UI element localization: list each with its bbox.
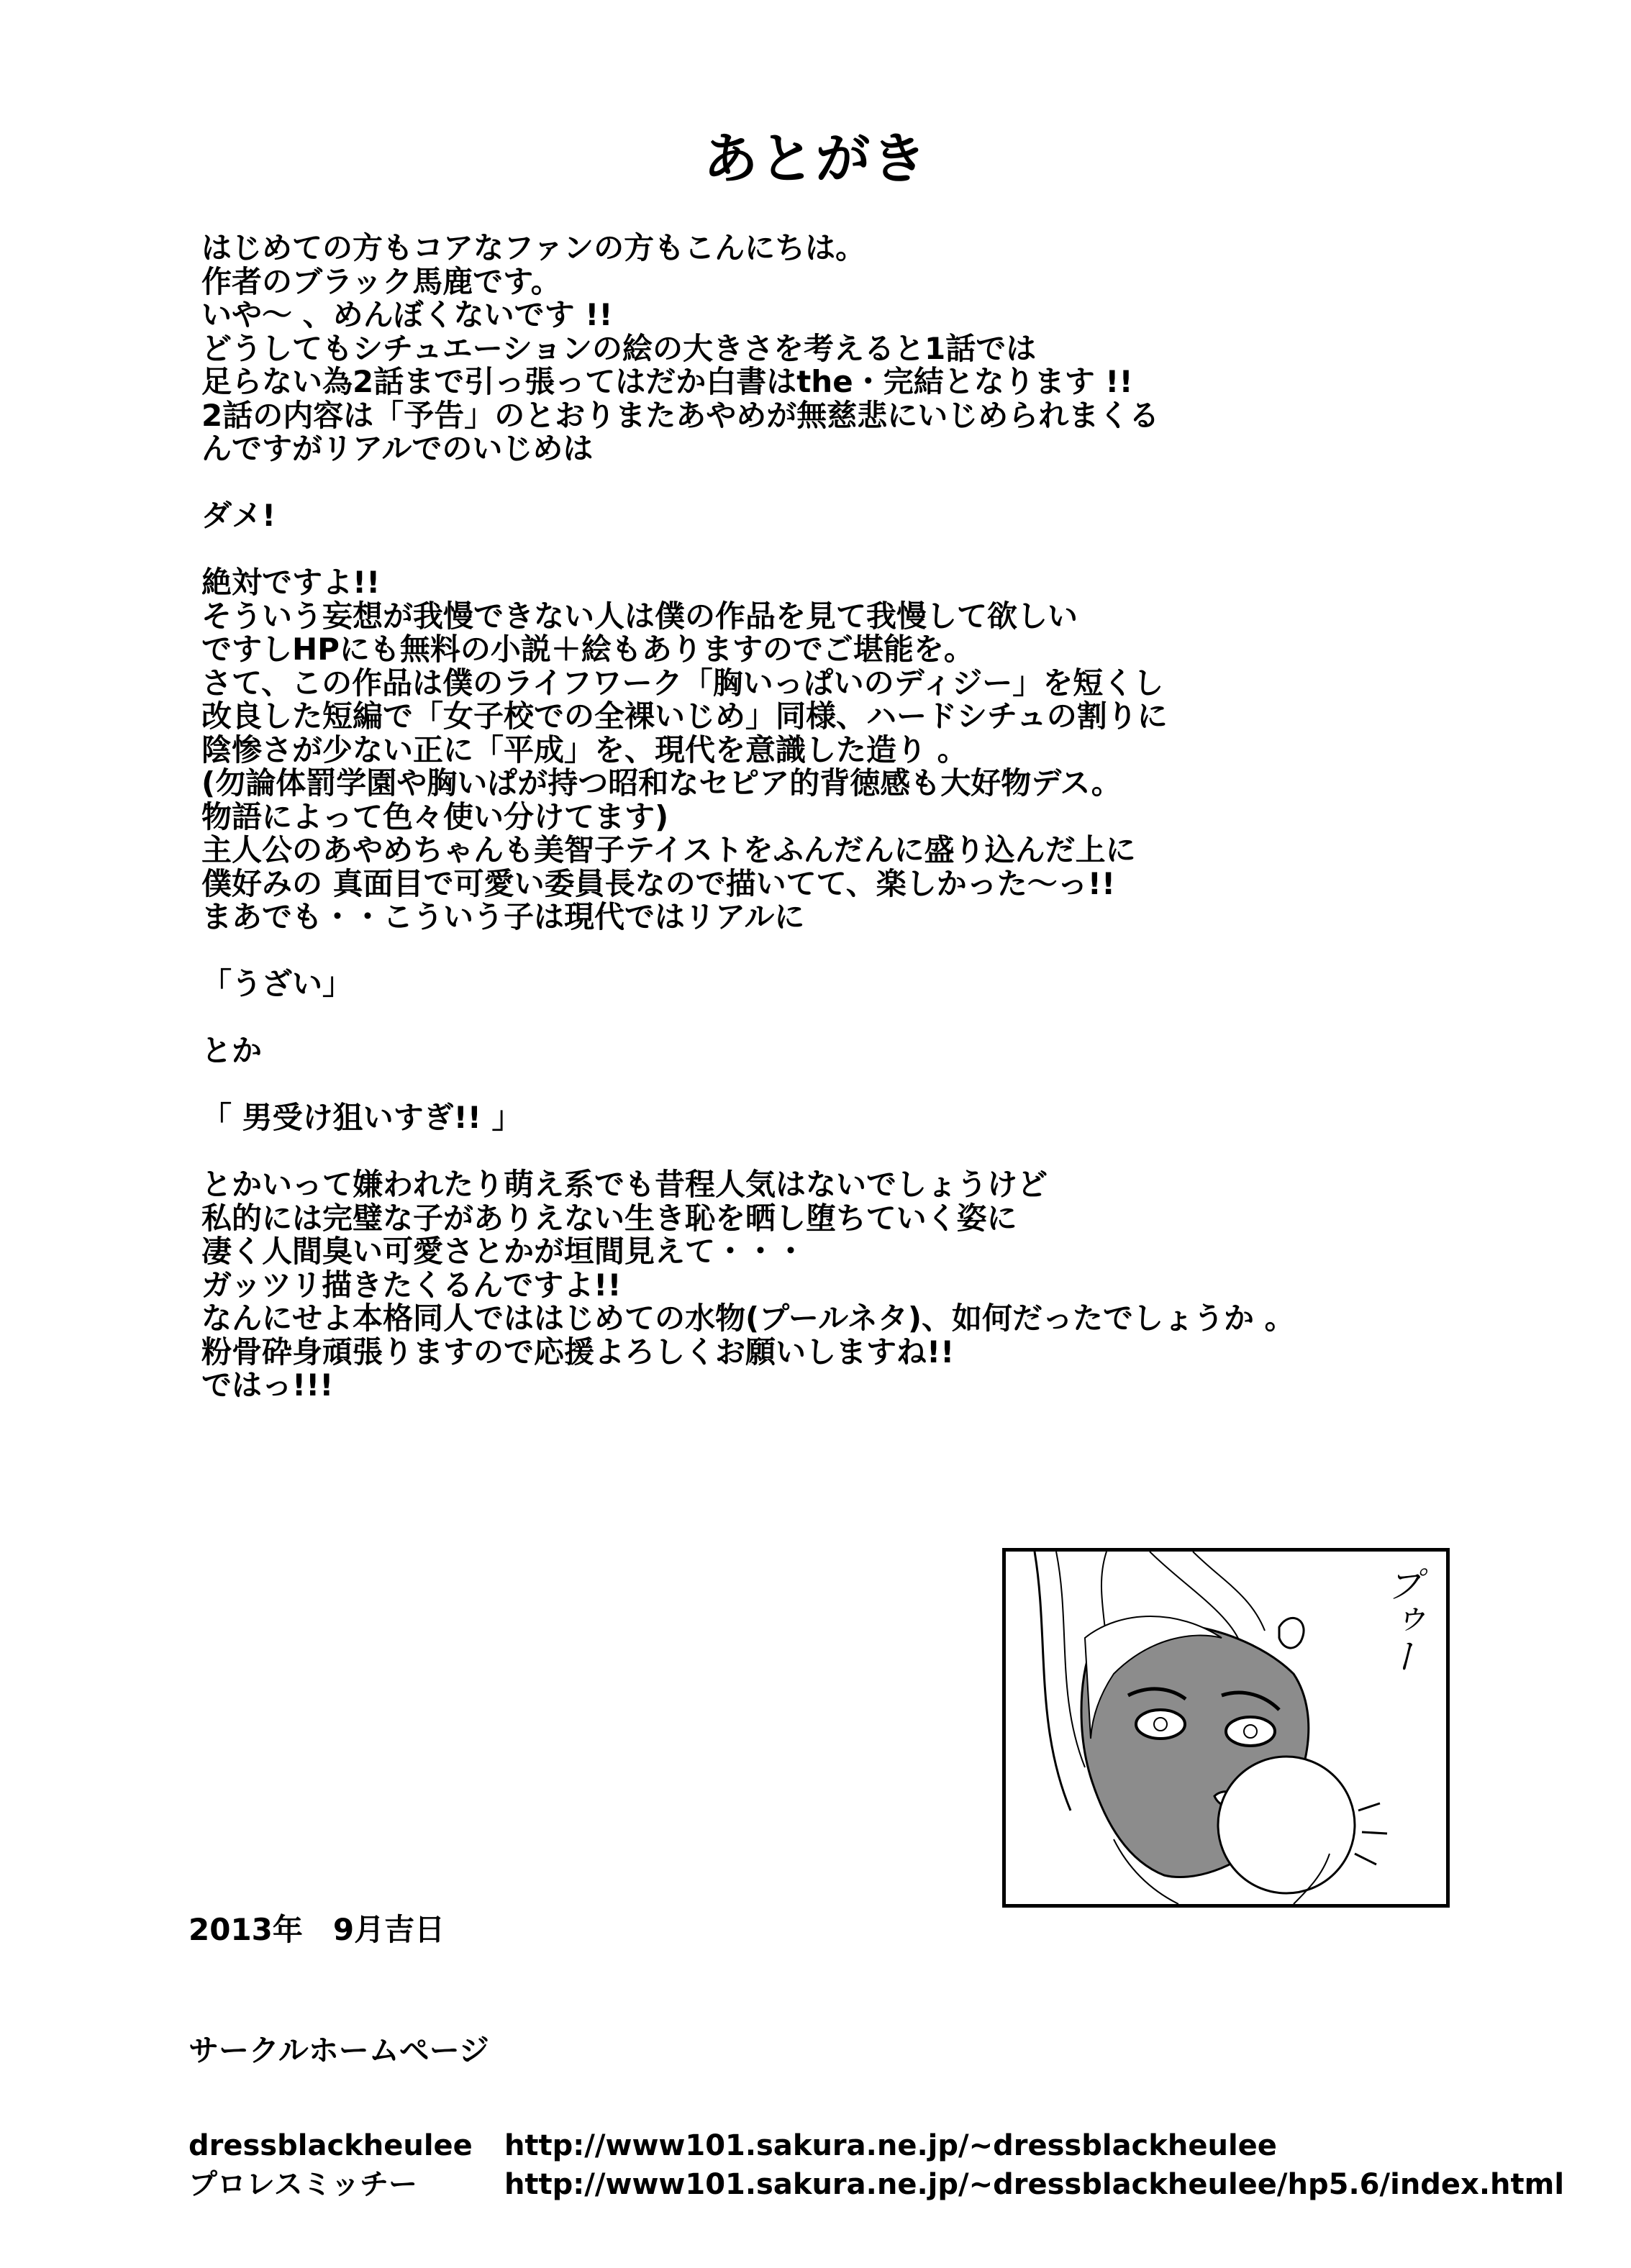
body-line: ガッツリ描きたくるんですよ!! bbox=[201, 1267, 622, 1303]
body-line: 粉骨砕身頑張りますので応援よろしくお願いしますね!! bbox=[201, 1334, 955, 1370]
body-line: 主人公のあやめちゃんも美智子テイストをふんだんに盛り込んだ上に bbox=[201, 832, 1136, 867]
body-line: 私的には完璧な子がありえない生き恥を晒し堕ちていく姿に bbox=[201, 1200, 1017, 1236]
body-line bbox=[201, 1001, 1568, 1035]
body-line: さて、この作品は僕のライフワーク「胸いっぱいのディジー」を短くし bbox=[201, 665, 1164, 701]
site-url-link[interactable]: http://www101.sakura.ne.jp/~dressblackheulee/hp5.6/index.html bbox=[504, 2168, 1565, 2201]
site-name: プロレスミッチー bbox=[188, 2168, 417, 2201]
body-line: 凄く人間臭い可愛さとかが垣間見えて・・・ bbox=[201, 1234, 807, 1269]
date-line: 2013年 9月吉日 bbox=[188, 1912, 445, 1947]
body-line bbox=[201, 466, 1568, 500]
body-line: 「 男受け狙いすぎ!! 」 bbox=[201, 1100, 522, 1135]
body-line: 改良した短編で「女子校での全裸いじめ」同様、ハードシチュの割りに bbox=[201, 698, 1168, 734]
character-illustration bbox=[1002, 1548, 1450, 1908]
body-line bbox=[201, 533, 1568, 567]
sound-effect-text: プゥー bbox=[1381, 1566, 1422, 1674]
site-name: dressblackheulee bbox=[188, 2129, 473, 2162]
body-line: そういう妄想が我慢できない人は僕の作品を見て我慢して欲しい bbox=[201, 598, 1078, 634]
homepage-link-row bbox=[188, 2162, 1564, 2203]
body-line: んですがリアルでのいじめは bbox=[201, 431, 594, 466]
body-line: とかいって嫌われたり萌え系でも昔程人気はないでしょうけど bbox=[201, 1167, 1048, 1202]
afterword-body bbox=[201, 232, 1568, 1403]
homepage-link-row bbox=[188, 2129, 1277, 2162]
body-line: なんにせよ本格同人でははじめての水物(プールネタ)、如何だったでしょうか 。 bbox=[201, 1301, 1295, 1336]
body-line: 2話の内容は「予告」のとおりまたあやめが無慈悲にいじめられまくる bbox=[201, 397, 1160, 433]
body-line: ではっ!!! bbox=[201, 1367, 334, 1403]
body-line: いや～ 、めんぼくないです !! bbox=[201, 297, 613, 332]
body-line: 陰惨さが少ない正に「平成」を、現代を意識した造り 。 bbox=[201, 732, 968, 768]
body-line: どうしてもシチュエーションの絵の大きさを考えると1話では bbox=[201, 330, 1037, 366]
body-line: 作者のブラック馬鹿です。 bbox=[201, 263, 561, 299]
body-line: まあでも・・こういう子は現代ではリアルに bbox=[201, 899, 805, 934]
body-line: はじめての方もコアなファンの方もこんにちは。 bbox=[201, 230, 866, 265]
body-line: (勿論体罰学園や胸いぱが持つ昭和なセピア的背徳感も大好物デス。 bbox=[201, 765, 1122, 801]
body-line bbox=[201, 934, 1568, 968]
body-line: 「うざい」 bbox=[201, 966, 353, 1001]
body-line bbox=[201, 1135, 1568, 1169]
body-line: とか bbox=[201, 1033, 263, 1068]
site-url-link[interactable]: http://www101.sakura.ne.jp/~dressblackheulee bbox=[504, 2129, 1277, 2162]
body-line: 物語によって色々使い分けてます) bbox=[201, 798, 669, 834]
body-line: 絶対ですよ!! bbox=[201, 565, 381, 600]
homepage-heading: サークルホームページ bbox=[188, 2033, 489, 2068]
page-title: あとがき bbox=[703, 127, 928, 191]
body-line: 足らない為2話まで引っ張ってはだか白書はthe・完結となります !! bbox=[201, 364, 1133, 399]
body-line: 僕好みの 真面目で可愛い委員長なので描いてて、楽しかった～っ!! bbox=[201, 865, 1116, 901]
body-line: ですしHPにも無料の小説＋絵もありますのでご堪能を。 bbox=[201, 632, 974, 667]
body-line bbox=[201, 1068, 1568, 1102]
body-line: ダメ! bbox=[201, 498, 276, 533]
